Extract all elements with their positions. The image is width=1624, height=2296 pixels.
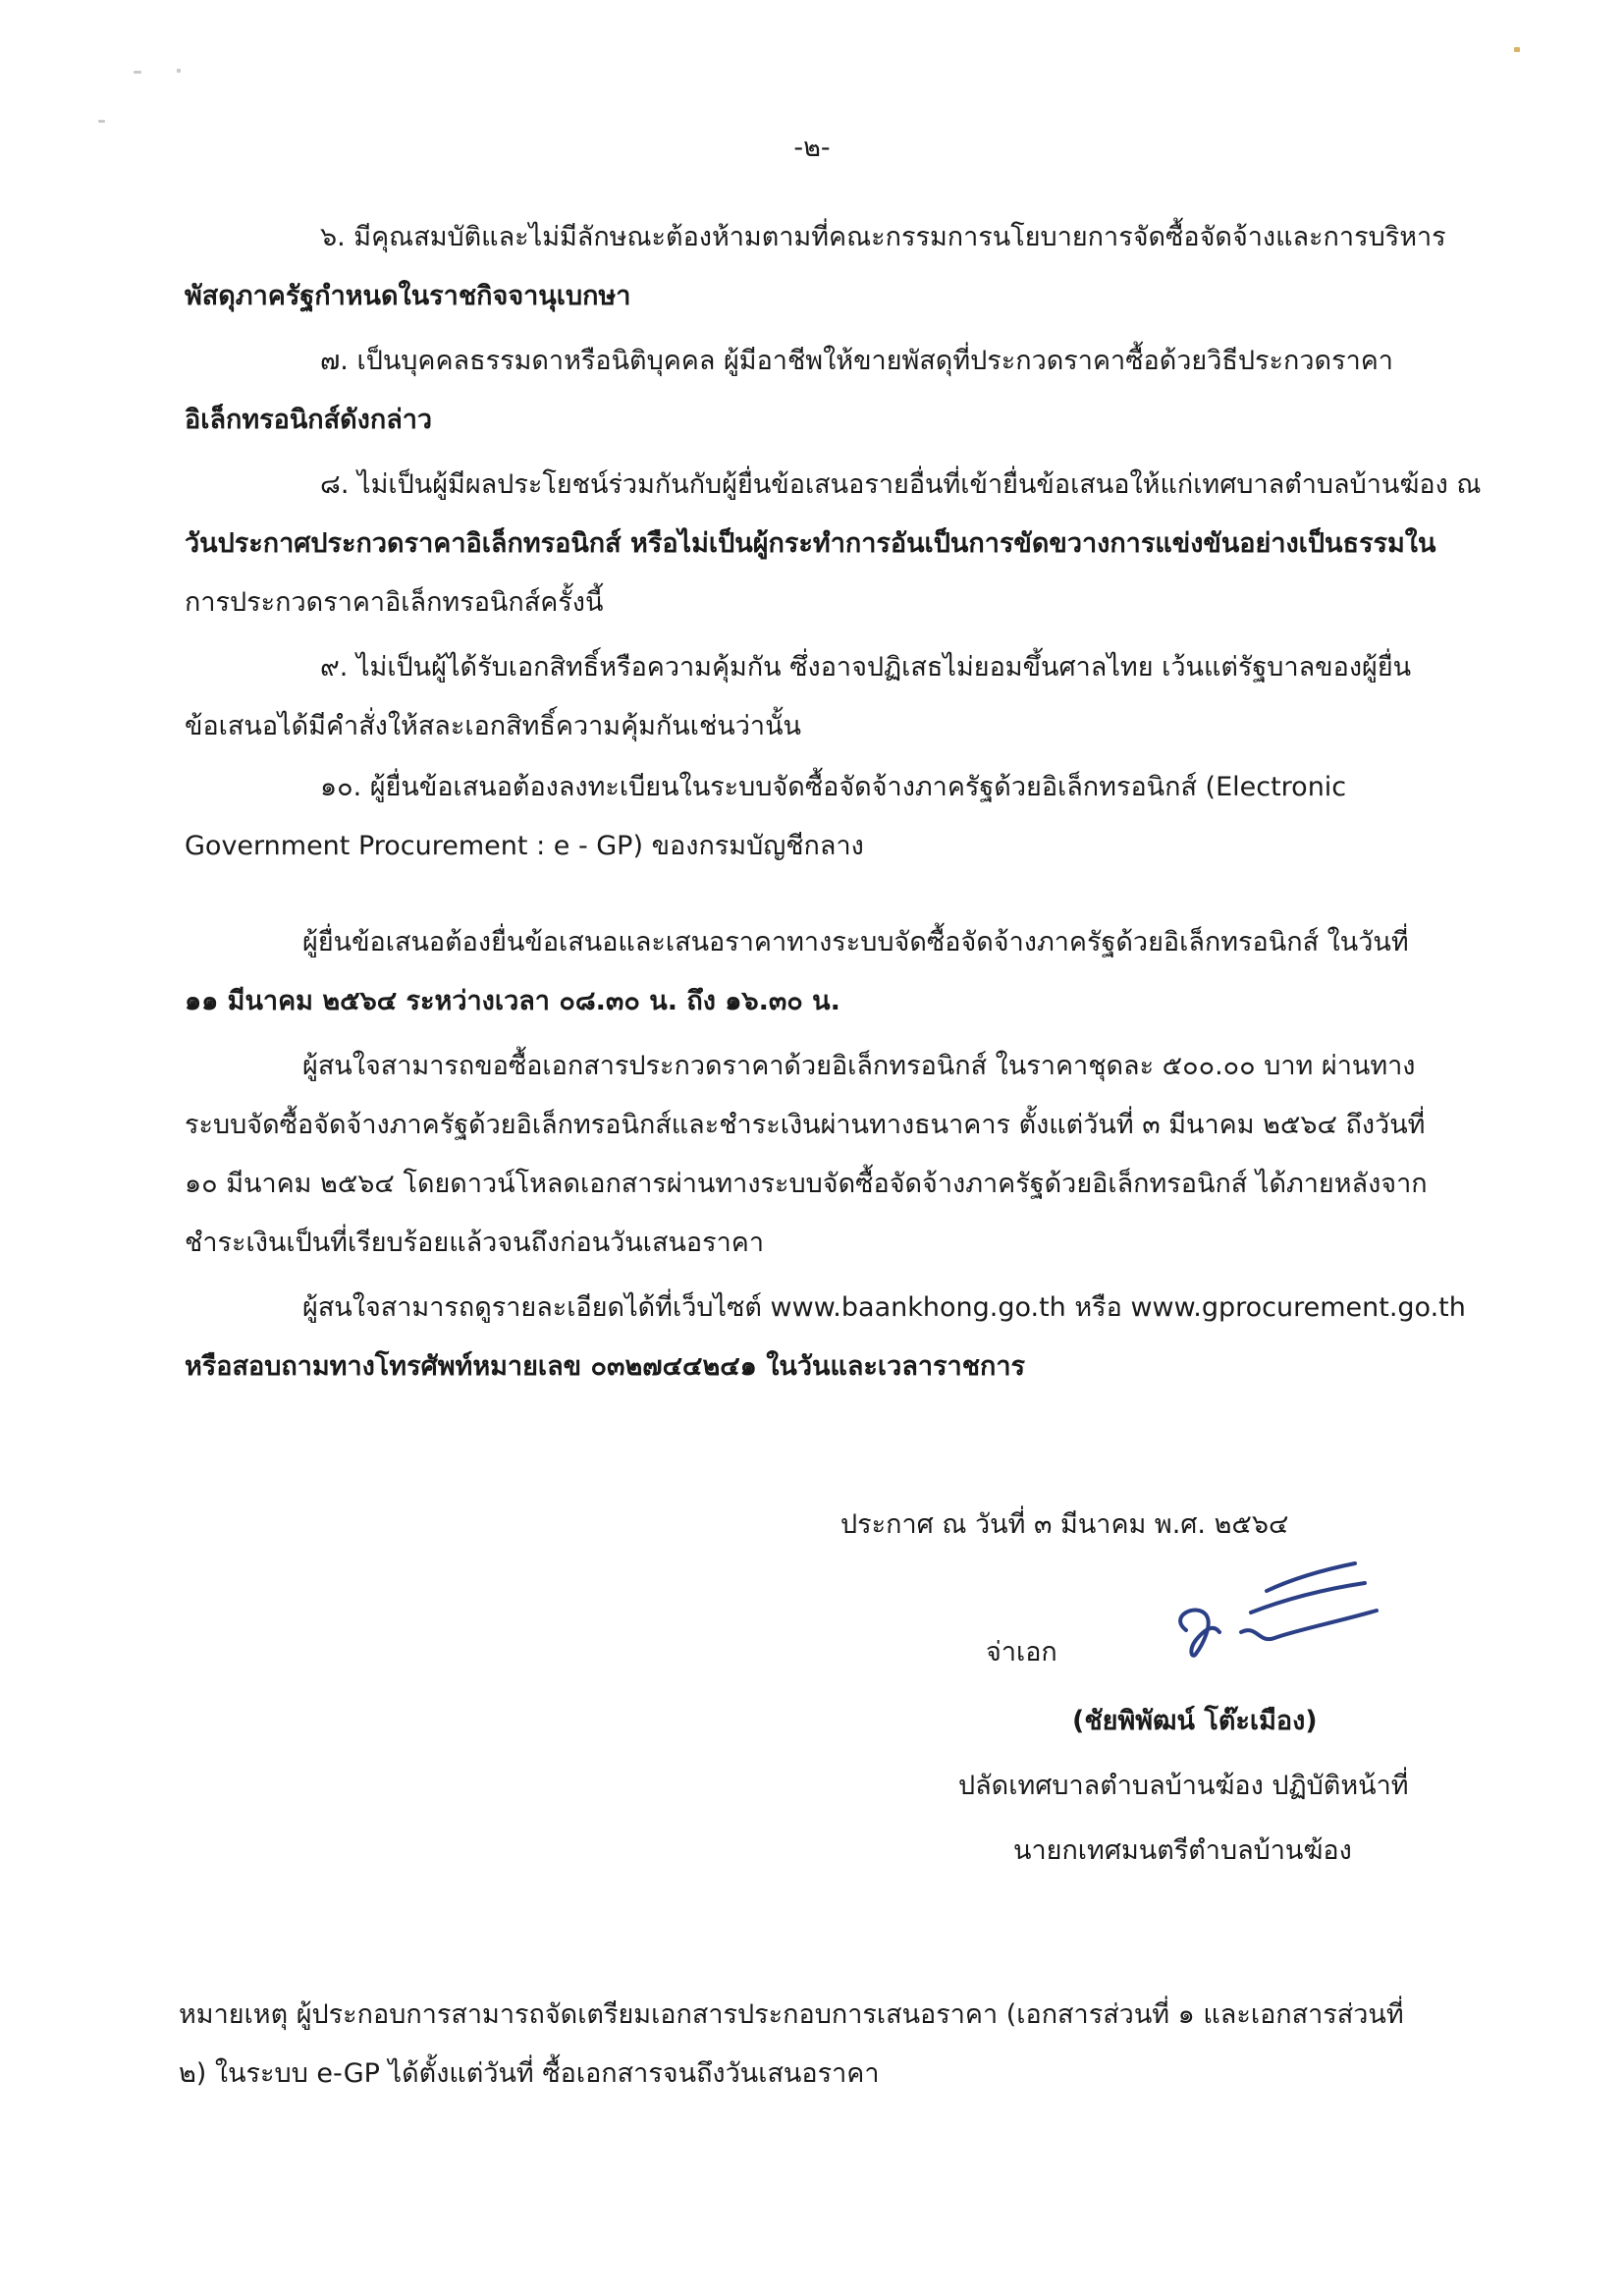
- item-8-line-2: วันประกาศประกวดราคาอิเล็กทรอนิกส์ หรือไม่เป็นผู้กระทำการอันเป็นการขัดขวางการแข่งขันอย่างเป็นธรรมใน: [185, 528, 1436, 559]
- note-line-1: หมายเหตุ ผู้ประกอบการสามารถจัดเตรียมเอกสารประกอบการเสนอราคา (เอกสารส่วนที่ ๑ และเอกสารส่วนที่: [179, 1999, 1404, 2030]
- purchase-line-3: ๑๐ มีนาคม ๒๕๖๔ โดยดาวน์โหลดเอกสารผ่านทางระบบจัดซื้อจัดจ้างภาครัฐด้วยอิเล็กทรอนิกส์ ได้ภายหลังจาก: [185, 1169, 1428, 1199]
- contact-line-2: หรือสอบถามทางโทรศัพท์หมายเลข ๐๓๒๗๔๔๒๔๑ ในวันและเวลาราชการ: [185, 1351, 1026, 1382]
- scan-speck: [98, 120, 105, 123]
- page-number: -๒-: [793, 133, 831, 163]
- item-9-line-2: ข้อเสนอได้มีคำสั่งให้สละเอกสิทธิ์ความคุ้มกันเช่นว่านั้น: [185, 711, 802, 741]
- signer-title-2: นายกเทศมนตรีตำบลบ้านฆ้อง: [1013, 1835, 1352, 1866]
- item-10-line-2: Government Procurement : e - GP) ของกรมบัญชีกลาง: [185, 831, 864, 861]
- item-6-line-2: พัสดุภาครัฐกำหนดในราชกิจจานุเบกษา: [185, 281, 631, 311]
- submission-line-1: ผู้ยื่นข้อเสนอต้องยื่นข้อเสนอและเสนอราคาทางระบบจัดซื้อจัดจ้างภาครัฐด้วยอิเล็กทรอนิกส์ ในวันที่: [302, 927, 1409, 957]
- item-7-line-2: อิเล็กทรอนิกส์ดังกล่าว: [185, 405, 433, 435]
- contact-line-1: ผู้สนใจสามารถดูรายละเอียดได้ที่เว็บไซต์ www.baankhong.go.th หรือ www.gprocurement.go.th: [302, 1292, 1466, 1323]
- signer-title-1: ปลัดเทศบาลตำบลบ้านฆ้อง ปฏิบัติหน้าที่: [958, 1771, 1409, 1801]
- item-7-line-1: ๗. เป็นบุคคลธรรมดาหรือนิติบุคคล ผู้มีอาชีพให้ขายพัสดุที่ประกวดราคาซื้อด้วยวิธีประกวดราคา: [320, 346, 1393, 376]
- signer-rank: จ่าเอก: [986, 1637, 1057, 1667]
- item-8-line-3: การประกวดราคาอิเล็กทรอนิกส์ครั้งนี้: [185, 587, 604, 618]
- purchase-line-4: ชำระเงินเป็นที่เรียบร้อยแล้วจนถึงก่อนวันเสนอราคา: [185, 1228, 765, 1258]
- handwritten-signature: [1149, 1552, 1394, 1669]
- item-6-line-1: ๖. มีคุณสมบัติและไม่มีลักษณะต้องห้ามตามที่คณะกรรมการนโยบายการจัดซื้อจัดจ้างและการบริหาร: [320, 222, 1446, 252]
- purchase-line-1: ผู้สนใจสามารถขอซื้อเอกสารประกวดราคาด้วยอิเล็กทรอนิกส์ ในราคาชุดละ ๕๐๐.๐๐ บาท ผ่านทาง: [302, 1051, 1416, 1081]
- item-10-line-1: ๑๐. ผู้ยื่นข้อเสนอต้องลงทะเบียนในระบบจัดซื้อจัดจ้างภาครัฐด้วยอิเล็กทรอนิกส์ (Electronic: [320, 772, 1347, 802]
- item-9-line-1: ๙. ไม่เป็นผู้ได้รับเอกสิทธิ์หรือความคุ้มกัน ซึ่งอาจปฏิเสธไม่ยอมขึ้นศาลไทย เว้นแต่รัฐบาลของผู้ยื่น: [320, 652, 1412, 683]
- scan-speck: [134, 71, 141, 74]
- note-line-2: ๒) ในระบบ e-GP ได้ตั้งแต่วันที่ ซื้อเอกสารจนถึงวันเสนอราคา: [179, 2058, 880, 2089]
- submission-line-2: ๑๑ มีนาคม ๒๕๖๔ ระหว่างเวลา ๐๘.๓๐ น. ถึง ๑๖.๓๐ น.: [185, 986, 840, 1016]
- scan-speck: [1514, 47, 1520, 52]
- signer-name: (ชัยพิพัฒน์ โต๊ะเมือง): [1072, 1706, 1318, 1736]
- item-8-line-1: ๘. ไม่เป็นผู้มีผลประโยชน์ร่วมกันกับผู้ยื่นข้อเสนอรายอื่นที่เข้ายื่นข้อเสนอให้แก่เทศบาลตำบลบ้านฆ้อง ณ: [320, 469, 1482, 500]
- scan-speck: [177, 69, 181, 73]
- announcement-date: ประกาศ ณ วันที่ ๓ มีนาคม พ.ศ. ๒๕๖๔: [840, 1509, 1289, 1540]
- purchase-line-2: ระบบจัดซื้อจัดจ้างภาครัฐด้วยอิเล็กทรอนิกส์และชำระเงินผ่านทางธนาคาร ตั้งแต่วันที่ ๓ มีนาคม ๒๕๖๔ ถึงวันที่: [185, 1110, 1426, 1140]
